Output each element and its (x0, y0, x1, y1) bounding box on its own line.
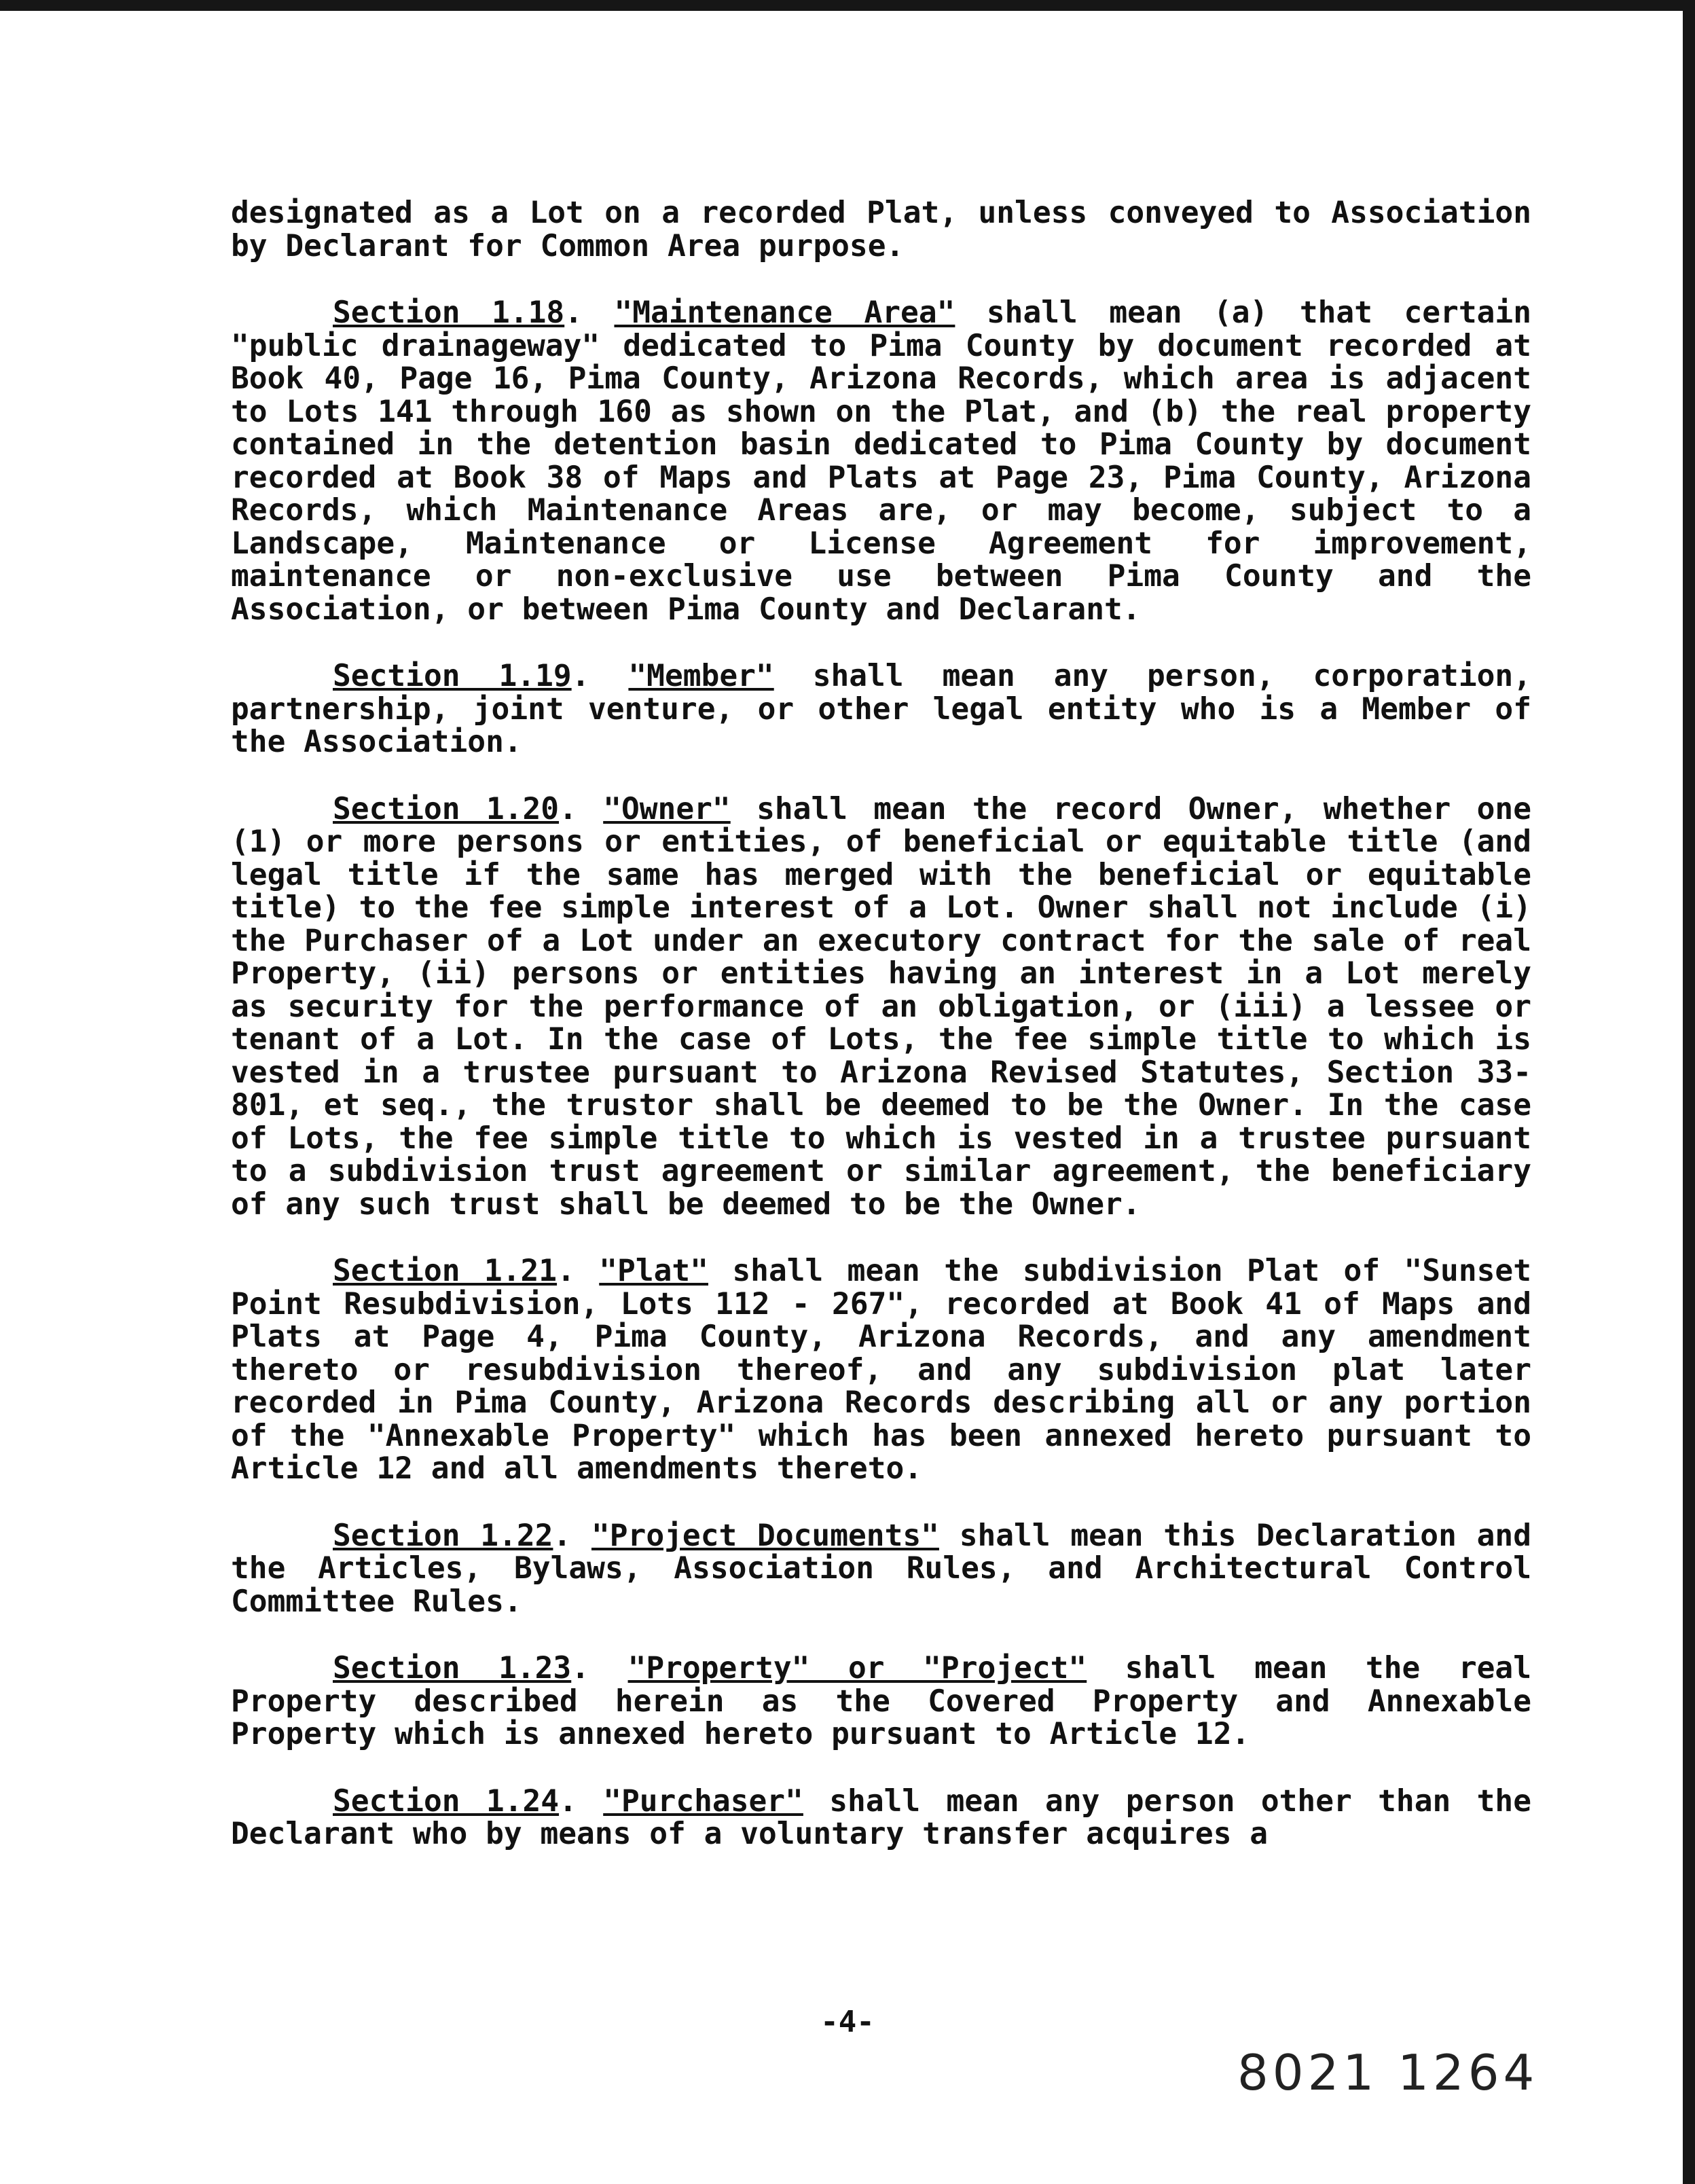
document-body (231, 197, 1531, 1851)
scan-top-border (0, 0, 1695, 11)
section-number: Section 1.24 (333, 1783, 560, 1819)
section-number: Section 1.19 (333, 659, 572, 693)
section-text: shall mean (a) that certain "public drainageway" dedicated to Pima County by document recorded at Book 40, Page 16, Pima County, Arizona Records, which area is adjacent to Lots 141 through 160 as shown on the Plat, and (b) the real property contained in the detention basin dedicated to Pima County by document recorded at Book 38 of Maps and Plats at Page 23, Pima County, Arizona Records, which Maintenance Areas are, or may become, subject to a Landscape, Maintenance or License Agreement for improvement, maintenance or non-exclusive use between Pima County and the Association, or between Pima County and Declarant. (231, 295, 1531, 627)
section-paragraph: Section 1.19. "Member" shall mean any person, corporation, partnership, joint venture, or other legal entity who is a Member of the Association. (231, 659, 1531, 759)
section-number: Section 1.23 (333, 1651, 572, 1686)
section-number: Section 1.21 (333, 1254, 558, 1288)
defined-term: "Purchaser" (603, 1783, 803, 1819)
section-text: shall mean any person other than the Declarant who by means of a voluntary transfer acquires a (231, 1783, 1531, 1851)
defined-term: "Property" or "Project" (627, 1651, 1087, 1686)
scan-right-border (1683, 0, 1695, 2184)
section-number: Section 1.18 (333, 295, 565, 330)
section-number: Section 1.22 (333, 1518, 553, 1553)
section-number: Section 1.20 (333, 791, 560, 826)
sections-list (231, 297, 1531, 1851)
defined-term: "Project Documents" (591, 1518, 939, 1553)
section-text: shall mean the record Owner, whether one (1) or more persons or entities, of beneficial or equitable title (and legal title if the same has merged with the beneficial or equitable title) to the fee simple interest of a Lot. Owner shall not include (i) the Purchaser of a Lot under an executory contract for the sale of real Property, (ii) persons or entities having an interest in a Lot merely as security for the performance of an obligation, or (iii) a lessee or tenant of a Lot. In the case of Lots, the fee simple title to which is vested in a trustee pursuant to Arizona Revised Statutes, Section 33-801, et seq., the trustor shall be deemed to be the Owner. In the case of Lots, the fee simple title to which is vested in a trustee pursuant to a subdivision trust agreement or similar agreement, the beneficiary of any such trust shall be deemed to be the Owner. (231, 791, 1531, 1222)
defined-term: "Plat" (599, 1254, 708, 1288)
defined-term: "Owner" (603, 791, 731, 826)
section-paragraph: Section 1.20. "Owner" shall mean the record Owner, whether one (1) or more persons or entities, of beneficial or equitable title (and legal title if the same has merged with the beneficial or equitable title) to the fee simple interest of a Lot. Owner shall not include (i) the Purchaser of a Lot under an executory contract for the sale of real Property, (ii) persons or entities having an interest in a Lot merely as security for the performance of an obligation, or (iii) a lessee or tenant of a Lot. In the case of Lots, the fee simple title to which is vested in a trustee pursuant to Arizona Revised Statutes, Section 33-801, et seq., the trustor shall be deemed to be the Owner. In the case of Lots, the fee simple title to which is vested in a trustee pursuant to a subdivision trust agreement or similar agreement, the beneficiary of any such trust shall be deemed to be the Owner. (231, 791, 1531, 1222)
intro-paragraph: designated as a Lot on a recorded Plat, unless conveyed to Association by Declarant for Common Area purpose. (231, 196, 1531, 263)
defined-term: "Maintenance Area" (614, 295, 955, 330)
section-text: shall mean this Declaration and the Articles, Bylaws, Association Rules, and Architectural Control Committee Rules. (231, 1518, 1531, 1619)
section-text: shall mean the subdivision Plat of "Sunset Point Resubdivision, Lots 112 - 267", recorded at Book 41 of Maps and Plats at Page 4, Pima County, Arizona Records, and any amendment thereto or resubdivision thereof, and any subdivision plat later recorded in Pima County, Arizona Records describing all or any portion of the "Annexable Property" which has been annexed hereto pursuant to Article 12 and all amendments thereto. (231, 1254, 1532, 1486)
section-paragraph: Section 1.23. "Property" or "Project" shall mean the real Property described herein as the Covered Property and Annexable Property which is annexed hereto pursuant to Article 12. (231, 1651, 1531, 1751)
document-stamp: 8021 1264 (1237, 2044, 1539, 2101)
page-number: -4- (820, 2005, 875, 2039)
section-paragraph: Section 1.21. "Plat" shall mean the subdivision Plat of "Sunset Point Resubdivision, Lots 112 - 267", recorded at Book 41 of Maps and Plats at Page 4, Pima County, Arizona Records, and any amendment thereto or resubdivision thereof, and any subdivision plat later recorded in Pima County, Arizona Records describing all or any portion of the "Annexable Property" which has been annexed hereto pursuant to Article 12 and all amendments thereto. (231, 1254, 1532, 1486)
section-paragraph: Section 1.24. "Purchaser" shall mean any person other than the Declarant who by means of a voluntary transfer acquires a (231, 1783, 1531, 1851)
section-paragraph: Section 1.18. "Maintenance Area" shall mean (a) that certain "public drainageway" dedicated to Pima County by document recorded at Book 40, Page 16, Pima County, Arizona Records, which area is adjacent to Lots 141 through 160 as shown on the Plat, and (b) the real property contained in the detention basin dedicated to Pima County by document recorded at Book 38 of Maps and Plats at Page 23, Pima County, Arizona Records, which Maintenance Areas are, or may become, subject to a Landscape, Maintenance or License Agreement for improvement, maintenance or non-exclusive use between Pima County and the Association, or between Pima County and Declarant. (231, 295, 1531, 627)
section-text: shall mean the real Property described herein as the Covered Property and Annexable Property which is annexed hereto pursuant to Article 12. (231, 1651, 1531, 1751)
section-paragraph: Section 1.22. "Project Documents" shall mean this Declaration and the Articles, Bylaws, Association Rules, and Architectural Control Committee Rules. (231, 1518, 1531, 1619)
section-text: shall mean any person, corporation, partnership, joint venture, or other legal entity who is a Member of the Association. (231, 659, 1531, 759)
defined-term: "Member" (628, 659, 774, 693)
